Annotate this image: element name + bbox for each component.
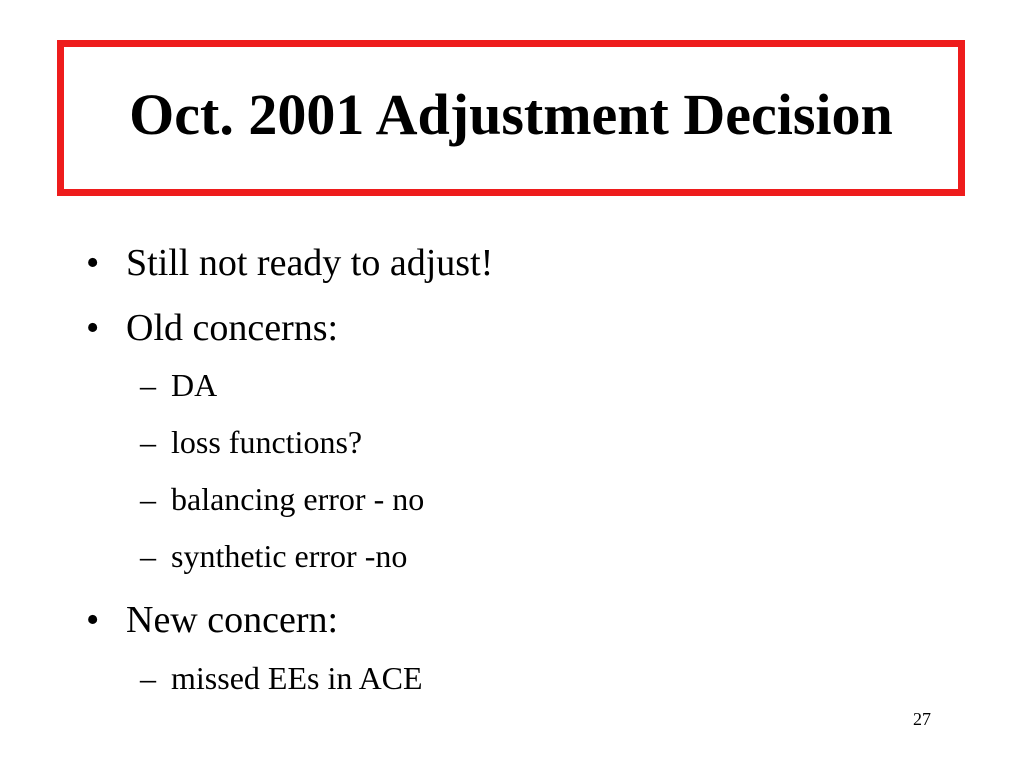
sub-item-balancing-error: balancing error - no — [171, 481, 425, 517]
dash-marker: – — [140, 367, 156, 403]
slide-title: Oct. 2001 Adjustment Decision — [129, 82, 893, 147]
dash-marker: – — [140, 424, 156, 460]
bullet-marker: • — [86, 307, 100, 349]
sub-item-missed-ees: missed EEs in ACE — [171, 660, 423, 696]
sub-item-da: DA — [171, 367, 218, 403]
sub-item-loss-functions: loss functions? — [171, 424, 363, 460]
dash-marker: – — [140, 660, 156, 696]
bullet-marker: • — [86, 599, 100, 641]
dash-marker: – — [140, 538, 156, 574]
bullet-item-old-concerns: Old concerns: — [126, 307, 339, 349]
sub-item-synthetic-error: synthetic error -no — [171, 538, 408, 574]
dash-marker: – — [140, 481, 156, 517]
bullet-item-still-not-ready: Still not ready to adjust! — [126, 242, 494, 284]
bullet-item-new-concern: New concern: — [126, 599, 339, 641]
page-number: 27 — [913, 709, 931, 729]
bullet-marker: • — [86, 242, 100, 284]
